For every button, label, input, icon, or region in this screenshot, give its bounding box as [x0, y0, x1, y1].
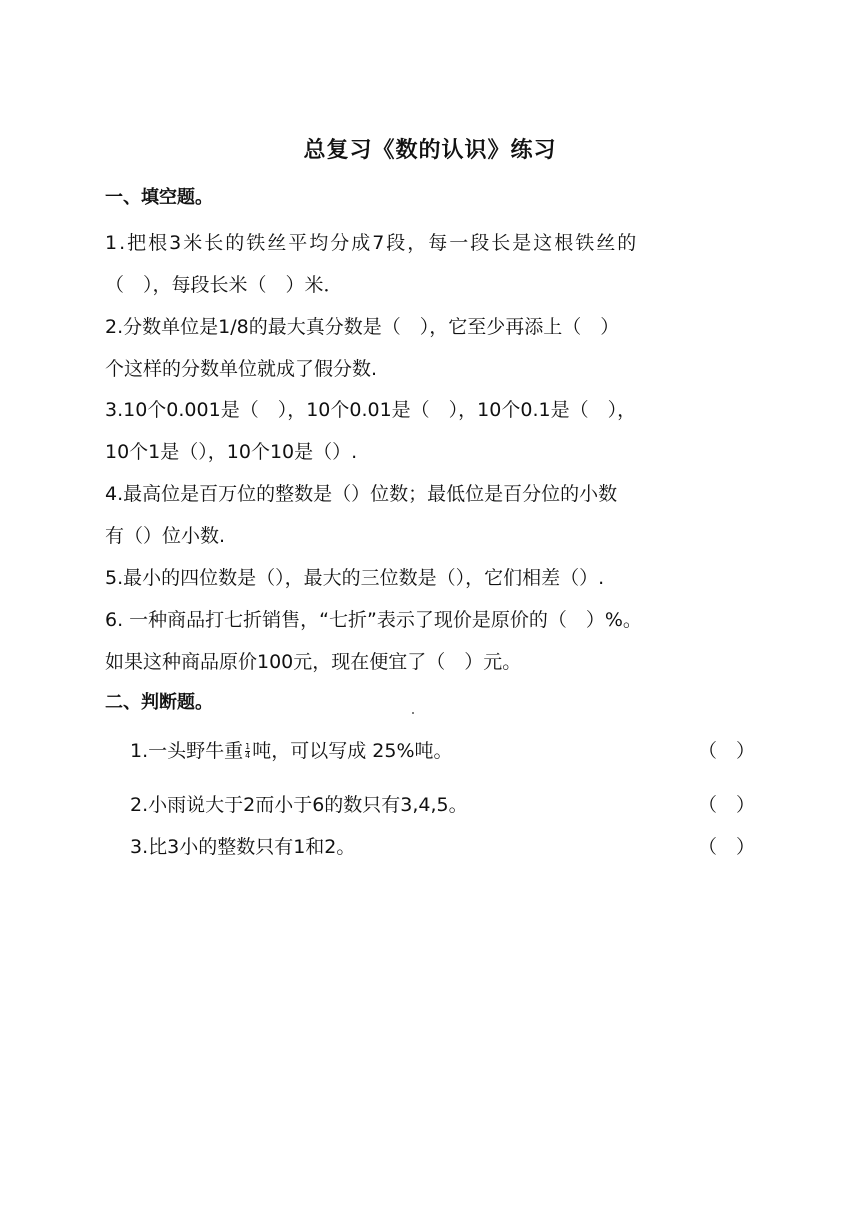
fraction-one-quarter: $\frac{1}{4}$ [245, 742, 251, 760]
question-6-line-1: 6. 一种商品打七折销售，“七折”表示了现价是原价的（ ）%。 [105, 609, 642, 631]
judge-item-3-text: 3.比3小的整数只有1和2。 [130, 836, 356, 858]
answer-bracket[interactable]: （ ） [697, 740, 755, 762]
question-1-line-1: 1.把根3米长的铁丝平均分成7段，每一段长是这根铁丝的 [105, 232, 639, 254]
question-2-line-1: 2.分数单位是1/8的最大真分数是（ ），它至少再添上（ ） [105, 316, 620, 338]
stray-dot [412, 712, 414, 714]
page-title: 总复习《数的认识》练习 [303, 138, 557, 163]
section-heading-fill-blank: 一、填空题。 [105, 187, 213, 208]
answer-bracket[interactable]: （ ） [697, 836, 755, 858]
judge-item-1-text: 1.一头野牛重 $\frac{1}{4}$ 吨，可以写成 25%吨。 [130, 740, 453, 762]
question-3-line-2: 10个1是（），10个10是（）. [105, 441, 358, 463]
question-4-line-2: 有（）位小数. [105, 525, 226, 547]
judge-item-1 [130, 738, 755, 764]
answer-bracket[interactable]: （ ） [697, 794, 755, 816]
question-5: 5.最小的四位数是（），最大的三位数是（），它们相差（）. [105, 567, 605, 589]
question-2-line-2: 个这样的分数单位就成了假分数. [105, 358, 378, 380]
section-heading-true-false: 二、判断题。 [105, 692, 213, 713]
judge-item-3 [130, 834, 755, 860]
question-1-line-2: （ ），每段长米（ ）米． [105, 274, 343, 296]
question-4-line-1: 4.最高位是百万位的整数是（）位数；最低位是百分位的小数 [105, 483, 618, 505]
judge-item-2 [130, 792, 755, 818]
question-6-line-2: 如果这种商品原价100元，现在便宜了（ ）元。 [105, 651, 522, 673]
judge-item-2-text: 2.小雨说大于2而小于6的数只有3,4,5。 [130, 794, 468, 816]
question-3-line-1: 3.10个0.001是（ ），10个0.01是（ ），10个0.1是（ ）， [105, 399, 637, 421]
